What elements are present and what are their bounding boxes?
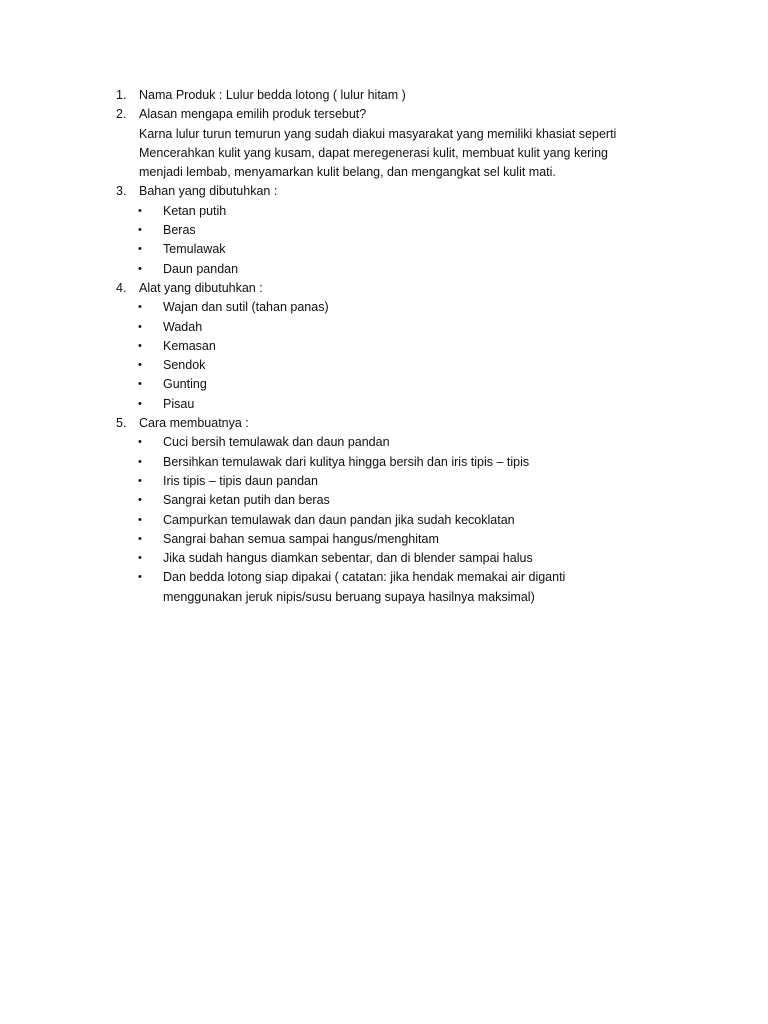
list-item-3 (116, 182, 656, 201)
step-item: • Iris tipis – tipis daun pandan (116, 472, 656, 491)
bullet-icon: • (138, 397, 142, 410)
tool-item: • Kemasan (116, 337, 656, 356)
bullet-icon: • (138, 513, 142, 526)
steps-list (116, 433, 656, 607)
ingredient-item: • Temulawak (116, 240, 656, 259)
bullet-icon: • (138, 494, 142, 507)
tool-item: • Wadah (116, 318, 656, 337)
list-item-5 (116, 414, 656, 433)
tool-item: • Gunting (116, 375, 656, 394)
bullet-icon: • (138, 339, 142, 352)
list-item-2 (116, 105, 656, 182)
item-number: 5. (116, 416, 127, 431)
item-heading: Nama Produk : Lulur bedda lotong ( lulur hitam ) (139, 88, 406, 102)
bullet-icon: • (138, 224, 142, 237)
list-item-1 (116, 86, 656, 105)
item-number: 2. (116, 107, 127, 122)
ingredient-item: • Daun pandan (116, 260, 656, 279)
tool-item: • Sendok (116, 356, 656, 375)
step-item: • Cuci bersih temulawak dan daun pandan (116, 433, 656, 452)
bullet-icon: • (138, 378, 142, 391)
bullet-icon: • (138, 552, 142, 565)
step-item: • Sangrai ketan putih dan beras (116, 491, 656, 510)
bullet-icon: • (138, 532, 142, 545)
bullet-icon: • (138, 243, 142, 256)
step-item: • Jika sudah hangus diamkan sebentar, dan di blender sampai halus (116, 549, 656, 568)
tool-item: • Wajan dan sutil (tahan panas) (116, 298, 656, 317)
item-number: 1. (116, 88, 127, 102)
bullet-icon: • (138, 262, 142, 275)
bullet-icon: • (138, 474, 142, 487)
ingredients-list (116, 202, 656, 279)
tool-item: • Pisau (116, 395, 656, 414)
tools-list (116, 298, 656, 414)
bullet-icon: • (138, 359, 142, 372)
reason-line: Mencerahkan kulit yang kusam, dapat meregenerasi kulit, membuat kulit yang kering (139, 145, 608, 160)
bullet-icon: • (138, 571, 142, 584)
list-item-4 (116, 279, 656, 298)
item-heading: Bahan yang dibutuhkan : (139, 184, 278, 199)
reason-line: menjadi lembab, menyamarkan kulit belang, dan mengangkat sel kulit mati. (139, 165, 556, 180)
item-number: 3. (116, 184, 127, 199)
bullet-icon: • (138, 455, 142, 468)
item-heading: Cara membuatnya : (139, 416, 249, 431)
bullet-icon: • (138, 320, 142, 333)
item-number: 4. (116, 280, 127, 295)
step-item: • Dan bedda lotong siap dipakai ( catatan: jika hendak memakai air diganti (116, 568, 656, 587)
bullet-icon: • (138, 301, 142, 314)
item-heading: Alat yang dibutuhkan : (139, 280, 263, 295)
step-item-continued: menggunakan jeruk nipis/susu beruang supaya hasilnya maksimal) (163, 589, 535, 604)
ingredient-item: • Ketan putih (116, 202, 656, 221)
step-item: • Bersihkan temulawak dari kulitya hingga bersih dan iris tipis – tipis (116, 453, 656, 472)
document-body (116, 86, 656, 607)
step-item: • Sangrai bahan semua sampai hangus/menghitam (116, 530, 656, 549)
ingredient-item: • Beras (116, 221, 656, 240)
bullet-icon: • (138, 436, 142, 449)
step-item: • Campurkan temulawak dan daun pandan jika sudah kecoklatan (116, 511, 656, 530)
bullet-icon: • (138, 204, 142, 217)
item-heading: Alasan mengapa emilih produk tersebut? (139, 107, 367, 122)
reason-line: Karna lulur turun temurun yang sudah diakui masyarakat yang memiliki khasiat seperti (139, 126, 617, 141)
